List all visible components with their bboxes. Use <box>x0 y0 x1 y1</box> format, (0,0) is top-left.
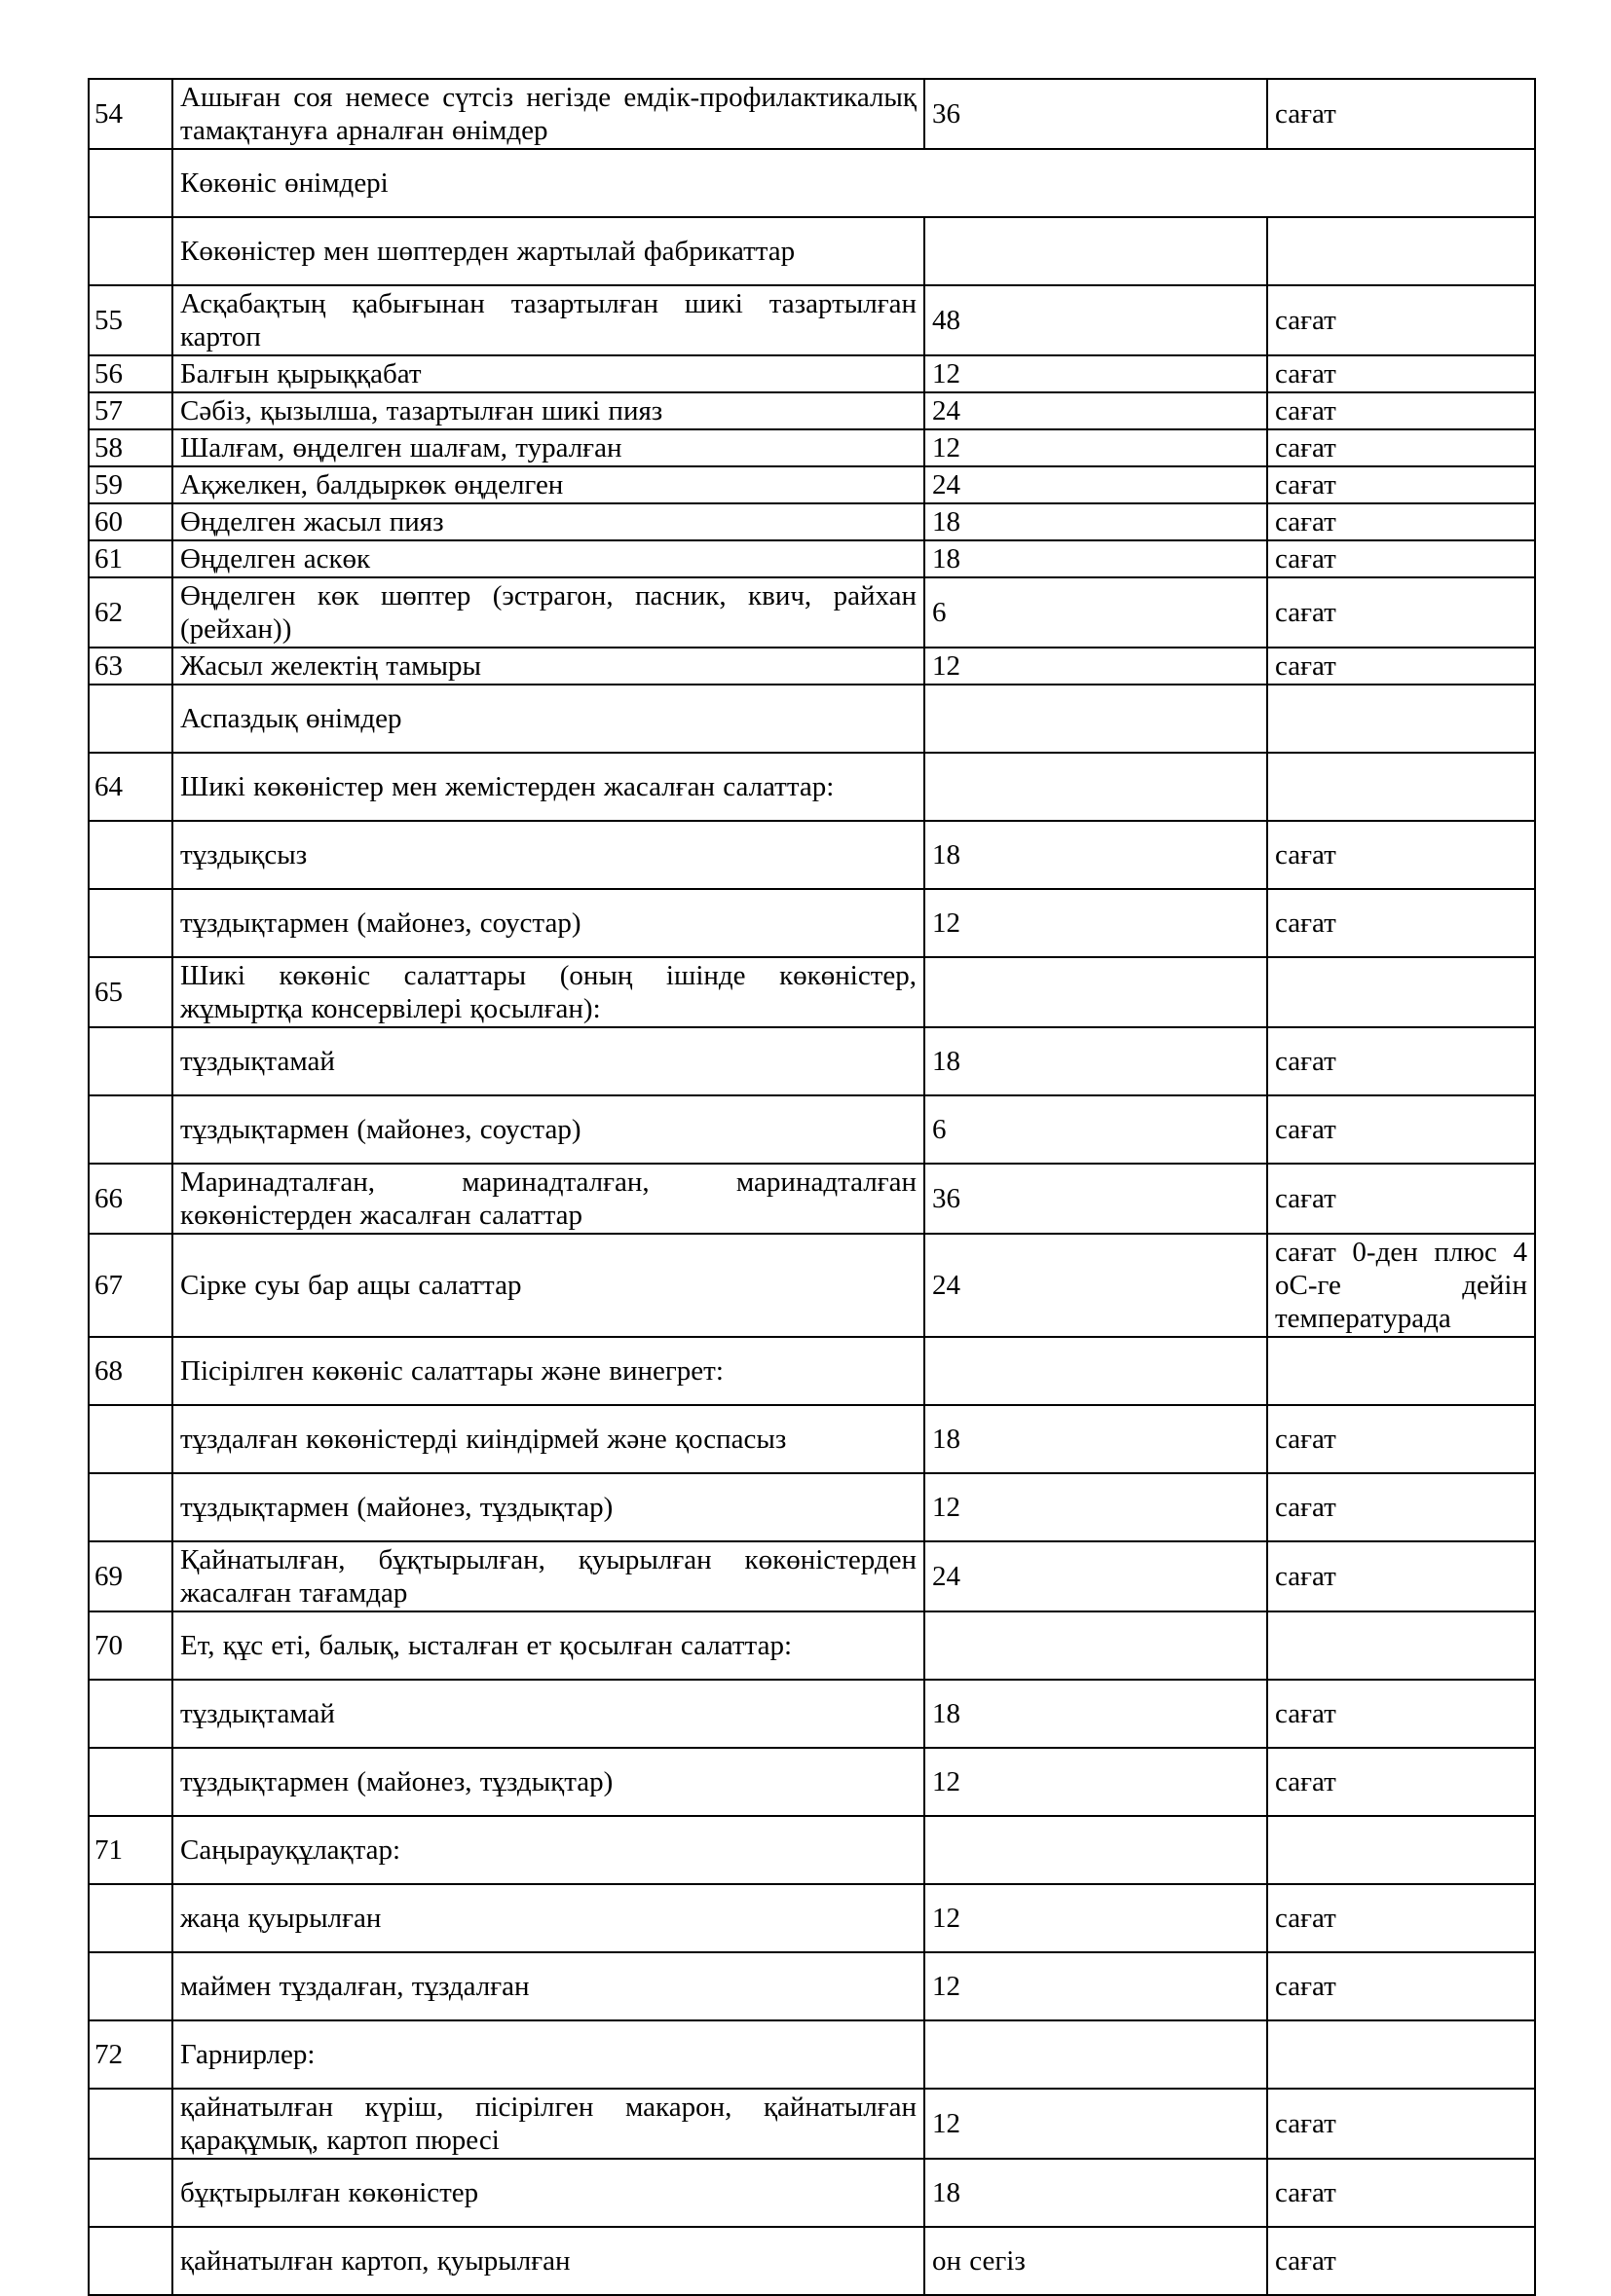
row-number-cell: 68 <box>89 1337 172 1405</box>
unit-cell: сағат <box>1267 392 1535 429</box>
duration-cell: 12 <box>924 1748 1267 1816</box>
table-row <box>89 429 1535 466</box>
unit-cell: сағат <box>1267 466 1535 503</box>
table-row <box>89 1405 1535 1473</box>
unit-cell: сағат <box>1267 540 1535 577</box>
duration-cell: 12 <box>924 429 1267 466</box>
product-name-cell: тұздықтамай <box>172 1680 924 1748</box>
table-row <box>89 503 1535 540</box>
row-number-cell: 66 <box>89 1164 172 1234</box>
unit-cell: сағат <box>1267 2159 1535 2227</box>
row-number-cell <box>89 1405 172 1473</box>
row-number-cell <box>89 685 172 753</box>
table-row <box>89 2227 1535 2295</box>
table-row <box>89 285 1535 355</box>
row-number-cell: 69 <box>89 1541 172 1611</box>
unit-cell: сағат <box>1267 79 1535 149</box>
duration-cell: 18 <box>924 2159 1267 2227</box>
duration-cell: 24 <box>924 1541 1267 1611</box>
product-name-cell: Қайнатылған, бұқтырылған, қуырылған көкөністерден жасалған тағамдар <box>172 1541 924 1611</box>
unit-cell: сағат <box>1267 1473 1535 1541</box>
unit-cell: сағат <box>1267 1164 1535 1234</box>
row-number-cell <box>89 2089 172 2159</box>
row-number-cell <box>89 1473 172 1541</box>
duration-cell <box>924 753 1267 821</box>
row-number-cell <box>89 1748 172 1816</box>
table-row <box>89 1884 1535 1952</box>
unit-cell: сағат <box>1267 429 1535 466</box>
product-name-cell: тұздалған көкөністерді киіндірмей және қоспасыз <box>172 1405 924 1473</box>
unit-cell: сағат <box>1267 285 1535 355</box>
unit-cell <box>1267 1611 1535 1680</box>
unit-cell <box>1267 1337 1535 1405</box>
product-name-cell: Сәбіз, қызылша, тазартылған шикі пияз <box>172 392 924 429</box>
duration-cell: 24 <box>924 392 1267 429</box>
unit-cell: сағат <box>1267 648 1535 685</box>
table-row <box>89 577 1535 648</box>
product-name-cell: Пісірілген көкөніс салаттары және винегрет: <box>172 1337 924 1405</box>
duration-cell <box>924 1611 1267 1680</box>
duration-cell: 12 <box>924 1473 1267 1541</box>
product-name-cell: Көкөніс өнімдері <box>172 149 1535 217</box>
product-name-cell: Өңделген жасыл пияз <box>172 503 924 540</box>
product-name-cell: тұздықсыз <box>172 821 924 889</box>
table-row <box>89 217 1535 285</box>
table-row <box>89 149 1535 217</box>
product-name-cell: Шикі көкөніс салаттары (оның ішінде көкөністер, жұмыртқа консервілері қосылған): <box>172 957 924 1027</box>
product-name-cell: Ақжелкен, балдыркөк өңделген <box>172 466 924 503</box>
row-number-cell <box>89 1952 172 2020</box>
table-row <box>89 355 1535 392</box>
row-number-cell: 67 <box>89 1234 172 1337</box>
product-name-cell: тұздықтамай <box>172 1027 924 1095</box>
product-name-cell: маймен тұздалған, тұздалған <box>172 1952 924 2020</box>
duration-cell: он сегіз <box>924 2227 1267 2295</box>
unit-cell: сағат <box>1267 577 1535 648</box>
unit-cell <box>1267 753 1535 821</box>
unit-cell: сағат <box>1267 503 1535 540</box>
duration-cell: 18 <box>924 1680 1267 1748</box>
duration-cell: 12 <box>924 355 1267 392</box>
duration-cell: 36 <box>924 1164 1267 1234</box>
duration-cell: 12 <box>924 1952 1267 2020</box>
product-name-cell: Өңделген көк шөптер (эстрагон, пасник, квич, райхан (рейхан)) <box>172 577 924 648</box>
duration-cell: 48 <box>924 285 1267 355</box>
product-name-cell: Гарнирлер: <box>172 2020 924 2089</box>
table-row <box>89 957 1535 1027</box>
table-body <box>89 79 1535 2295</box>
duration-cell: 12 <box>924 1884 1267 1952</box>
product-name-cell: жаңа қуырылған <box>172 1884 924 1952</box>
row-number-cell <box>89 217 172 285</box>
product-name-cell: Өңделген аскөк <box>172 540 924 577</box>
row-number-cell: 54 <box>89 79 172 149</box>
storage-periods-table <box>88 78 1536 2296</box>
product-name-cell: бұқтырылған көкөністер <box>172 2159 924 2227</box>
row-number-cell: 56 <box>89 355 172 392</box>
duration-cell: 12 <box>924 2089 1267 2159</box>
unit-cell: сағат <box>1267 2227 1535 2295</box>
row-number-cell <box>89 2227 172 2295</box>
table-row <box>89 2159 1535 2227</box>
row-number-cell <box>89 2159 172 2227</box>
row-number-cell: 58 <box>89 429 172 466</box>
duration-cell <box>924 217 1267 285</box>
product-name-cell: Ет, құс еті, балық, ысталған ет қосылған салаттар: <box>172 1611 924 1680</box>
duration-cell <box>924 1816 1267 1884</box>
table-row <box>89 1952 1535 2020</box>
duration-cell <box>924 957 1267 1027</box>
product-name-cell: Саңырауқұлақтар: <box>172 1816 924 1884</box>
row-number-cell: 61 <box>89 540 172 577</box>
unit-cell: сағат <box>1267 1680 1535 1748</box>
table-row <box>89 648 1535 685</box>
unit-cell: сағат <box>1267 1884 1535 1952</box>
product-name-cell: Көкөністер мен шөптерден жартылай фабрикаттар <box>172 217 924 285</box>
table-row <box>89 1095 1535 1164</box>
table-row <box>89 466 1535 503</box>
product-name-cell: қайнатылған картоп, қуырылған <box>172 2227 924 2295</box>
table-row <box>89 821 1535 889</box>
row-number-cell <box>89 821 172 889</box>
unit-cell: сағат <box>1267 1952 1535 2020</box>
product-name-cell: Балғын қырыққабат <box>172 355 924 392</box>
unit-cell: сағат <box>1267 1748 1535 1816</box>
product-name-cell: Ашыған соя немесе сүтсіз негізде емдік-профилактикалық тамақтануға арналған өнімдер <box>172 79 924 149</box>
unit-cell: сағат <box>1267 889 1535 957</box>
unit-cell: сағат <box>1267 1541 1535 1611</box>
unit-cell <box>1267 1816 1535 1884</box>
unit-cell <box>1267 2020 1535 2089</box>
duration-cell: 36 <box>924 79 1267 149</box>
duration-cell <box>924 2020 1267 2089</box>
unit-cell: сағат <box>1267 1405 1535 1473</box>
unit-cell <box>1267 217 1535 285</box>
table-row <box>89 2020 1535 2089</box>
row-number-cell <box>89 149 172 217</box>
row-number-cell: 55 <box>89 285 172 355</box>
unit-cell <box>1267 957 1535 1027</box>
unit-cell: сағат 0-ден плюс 4 оС-ге дейін температурада <box>1267 1234 1535 1337</box>
product-name-cell: Шалғам, өңделген шалғам, туралған <box>172 429 924 466</box>
product-name-cell: тұздықтармен (майонез, тұздықтар) <box>172 1748 924 1816</box>
row-number-cell <box>89 1884 172 1952</box>
row-number-cell <box>89 889 172 957</box>
table-row <box>89 1164 1535 1234</box>
table-row <box>89 2089 1535 2159</box>
duration-cell: 18 <box>924 821 1267 889</box>
table-row <box>89 1611 1535 1680</box>
row-number-cell: 59 <box>89 466 172 503</box>
duration-cell: 18 <box>924 1405 1267 1473</box>
duration-cell: 6 <box>924 1095 1267 1164</box>
unit-cell <box>1267 685 1535 753</box>
duration-cell: 6 <box>924 577 1267 648</box>
table-row <box>89 1337 1535 1405</box>
row-number-cell: 57 <box>89 392 172 429</box>
table-row <box>89 1473 1535 1541</box>
table-row <box>89 1748 1535 1816</box>
row-number-cell <box>89 1027 172 1095</box>
unit-cell: сағат <box>1267 1027 1535 1095</box>
product-name-cell: қайнатылған күріш, пісірілген макарон, қайнатылған қарақұмық, картоп пюресі <box>172 2089 924 2159</box>
row-number-cell: 70 <box>89 1611 172 1680</box>
table-row <box>89 1541 1535 1611</box>
row-number-cell: 65 <box>89 957 172 1027</box>
row-number-cell: 64 <box>89 753 172 821</box>
table-row <box>89 685 1535 753</box>
table-row <box>89 889 1535 957</box>
table-row <box>89 1680 1535 1748</box>
product-name-cell: Шикі көкөністер мен жемістерден жасалған салаттар: <box>172 753 924 821</box>
table-row <box>89 540 1535 577</box>
duration-cell: 24 <box>924 1234 1267 1337</box>
duration-cell: 18 <box>924 503 1267 540</box>
product-name-cell: тұздықтармен (майонез, соустар) <box>172 889 924 957</box>
product-name-cell: Жасыл желектің тамыры <box>172 648 924 685</box>
product-name-cell: тұздықтармен (майонез, соустар) <box>172 1095 924 1164</box>
table-row <box>89 753 1535 821</box>
duration-cell: 12 <box>924 648 1267 685</box>
product-name-cell: тұздықтармен (майонез, тұздықтар) <box>172 1473 924 1541</box>
row-number-cell: 63 <box>89 648 172 685</box>
row-number-cell <box>89 1095 172 1164</box>
row-number-cell: 72 <box>89 2020 172 2089</box>
table-row <box>89 1816 1535 1884</box>
duration-cell: 18 <box>924 1027 1267 1095</box>
unit-cell: сағат <box>1267 821 1535 889</box>
unit-cell: сағат <box>1267 1095 1535 1164</box>
product-name-cell: Сірке суы бар ащы салаттар <box>172 1234 924 1337</box>
duration-cell: 18 <box>924 540 1267 577</box>
row-number-cell <box>89 1680 172 1748</box>
duration-cell: 12 <box>924 889 1267 957</box>
unit-cell: сағат <box>1267 355 1535 392</box>
table-row <box>89 1234 1535 1337</box>
row-number-cell: 71 <box>89 1816 172 1884</box>
unit-cell: сағат <box>1267 2089 1535 2159</box>
row-number-cell: 60 <box>89 503 172 540</box>
duration-cell <box>924 685 1267 753</box>
row-number-cell: 62 <box>89 577 172 648</box>
product-name-cell: Асқабақтың қабығынан тазартылған шикі тазартылған картоп <box>172 285 924 355</box>
product-name-cell: Аспаздық өнімдер <box>172 685 924 753</box>
table-row <box>89 79 1535 149</box>
table-row <box>89 392 1535 429</box>
table-row <box>89 1027 1535 1095</box>
duration-cell <box>924 1337 1267 1405</box>
product-name-cell: Маринадталған, маринадталған, маринадталған көкөністерден жасалған салаттар <box>172 1164 924 1234</box>
duration-cell: 24 <box>924 466 1267 503</box>
